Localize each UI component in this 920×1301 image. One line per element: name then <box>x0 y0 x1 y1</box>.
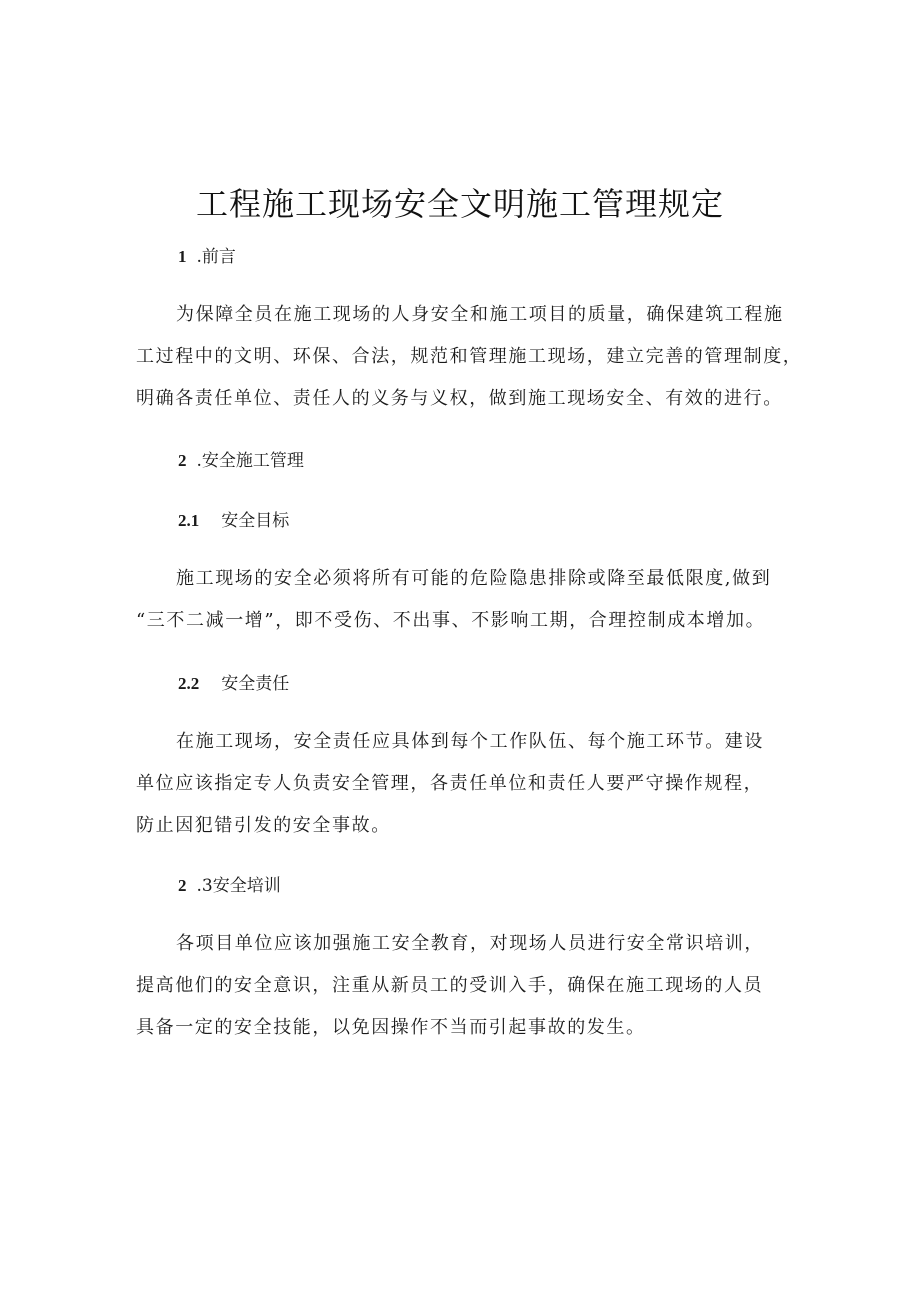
paragraph-line: 各项目单位应该加强施工安全教育，对现场人员进行安全常识培训， <box>176 933 764 954</box>
section-number: 2 <box>178 876 187 895</box>
section-number: 1 <box>178 247 187 266</box>
paragraph-safety-training <box>136 929 816 1055</box>
paragraph-safety-goal <box>136 564 816 648</box>
section-heading-1 <box>178 245 236 269</box>
section-title: .前言 <box>196 247 236 267</box>
section-number: 2.1 <box>178 511 200 530</box>
paragraph-line: 明确各责任单位、责任人的义务与义权，做到施工现场安全、有效的进行。 <box>136 388 783 409</box>
paragraph-line: 工过程中的文明、环保、合法，规范和管理施工现场，建立完善的管理制度， <box>136 346 803 367</box>
section-heading-2-1 <box>178 509 289 533</box>
paragraph-line: 具备一定的安全技能，以免因操作不当而引起事故的发生。 <box>136 1017 646 1038</box>
document-title: 工程施工现场安全文明施工管理规定 <box>195 185 724 223</box>
section-heading-2-2 <box>178 672 289 696</box>
paragraph-line: 单位应该指定专人负责安全管理，各责任单位和责任人要严守操作规程， <box>136 773 764 794</box>
section-title: 安全责任 <box>221 674 290 694</box>
paragraph-intro <box>136 300 816 426</box>
section-number: 2 <box>178 451 187 470</box>
paragraph-line: 为保障全员在施工现场的人身安全和施工项目的质量，确保建筑工程施 <box>176 304 784 325</box>
paragraph-line: “三不二减一增”，即不受伤、不出事、不影响工期，合理控制成本增加。 <box>136 610 766 631</box>
paragraph-line: 防止因犯错引发的安全事故。 <box>136 815 391 836</box>
paragraph-line: 在施工现场，安全责任应具体到每个工作队伍、每个施工环节。建设 <box>176 731 764 752</box>
section-heading-2-3 <box>178 874 281 898</box>
section-title: 安全目标 <box>221 511 290 531</box>
section-number: 2.2 <box>178 674 200 693</box>
paragraph-line: 提高他们的安全意识，注重从新员工的受训入手，确保在施工现场的人员 <box>136 975 764 996</box>
section-title: .安全施工管理 <box>196 451 304 471</box>
section-heading-2 <box>178 449 304 473</box>
section-title: .3安全培训 <box>196 876 281 896</box>
paragraph-line: 施工现场的安全必须将所有可能的危险隐患排除或降至最低限度,做到 <box>176 568 772 589</box>
paragraph-safety-responsibility <box>136 727 816 853</box>
